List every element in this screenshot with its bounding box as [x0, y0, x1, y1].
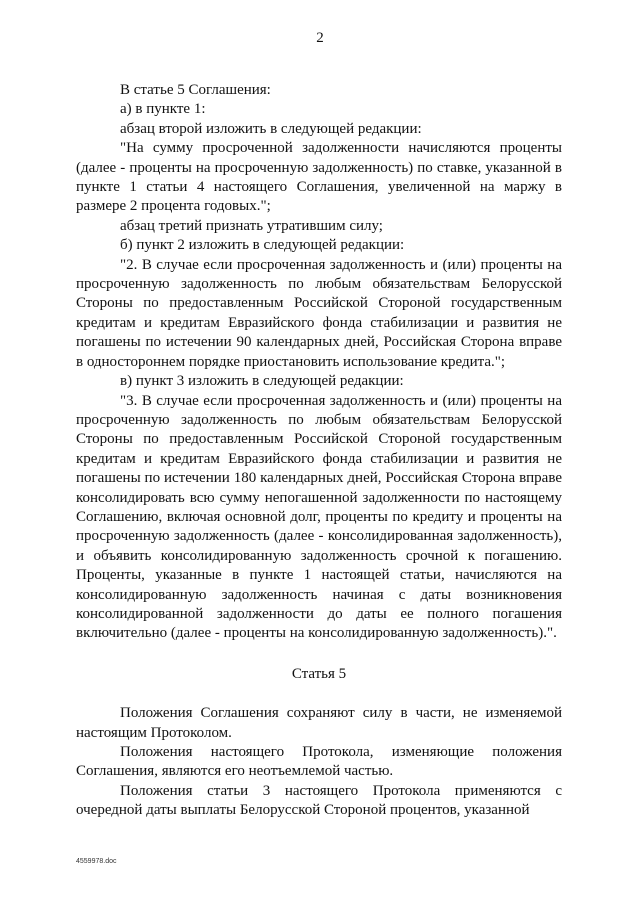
paragraph: абзац третий признать утратившим силу; [120, 217, 383, 234]
article-paragraph: Положения Соглашения сохраняют силу в части, не изменяемой настоящим Протоколом. [76, 705, 562, 741]
page-number: 2 [316, 30, 324, 46]
footer-filename: 4559978.doc [76, 858, 117, 865]
paragraph: абзац второй изложить в следующей редакции: [120, 120, 422, 137]
paragraph: а) в пункте 1: [120, 101, 206, 118]
paragraph: "3. В случае если просроченная задолженность и (или) проценты на просроченную задолженность по любым обязательствам Белорусской Стороны по предоставленным Российской Стороной государственным кредитам и кредитам Евразийского фонда стабилизации и развития не погашены по истечении 180 календарных дней, Российская Сторона вправе консолидировать всю сумму непогашенной задолженности по настоящему Соглашению, включая основной долг, проценты по кредиту и проценты на просроченную задолженность (далее - консолидированная задолженность), и объявить консолидированную задолженность срочной к погашению. Проценты, указанные в пункте 1 настоящей статьи, начисляются на консолидированную задолженность начиная с даты возникновения консолидированной задолженности до даты ее полного погашения включительно (далее - проценты на консолидированную задолженность).". [76, 392, 562, 642]
document-body [76, 81, 562, 821]
paragraph: б) пункт 2 изложить в следующей редакции: [120, 237, 405, 254]
paragraph: "На сумму просроченной задолженности начисляются проценты (далее - проценты на просроченную задолженность) по ставке, указанной в пункте 1 статьи 4 настоящего Соглашения, увеличенной на маржу в размере 2 процента годовых."; [76, 140, 562, 215]
article-heading: Статья 5 [291, 665, 347, 682]
paragraph: В статье 5 Соглашения: [120, 82, 271, 98]
paragraph: "2. В случае если просроченная задолженность и (или) проценты на просроченную задолженность по любым обязательствам Белорусской Стороны по предоставленным Российской Стороной государственным кредитам и кредитам Евразийского фонда стабилизации и развития не погашены по истечении 90 календарных дней, Российская Сторона вправе в одностороннем порядке приостановить использование кредита."; [76, 256, 562, 370]
article-paragraph: Положения статьи 3 настоящего Протокола применяются с очередной даты выплаты Белорусской Стороной процентов, указанной [76, 782, 562, 819]
article-paragraph: Положения настоящего Протокола, изменяющие положения Соглашения, являются его неотъемлемой частью. [76, 744, 562, 780]
paragraph: в) пункт 3 изложить в следующей редакции: [120, 373, 404, 390]
